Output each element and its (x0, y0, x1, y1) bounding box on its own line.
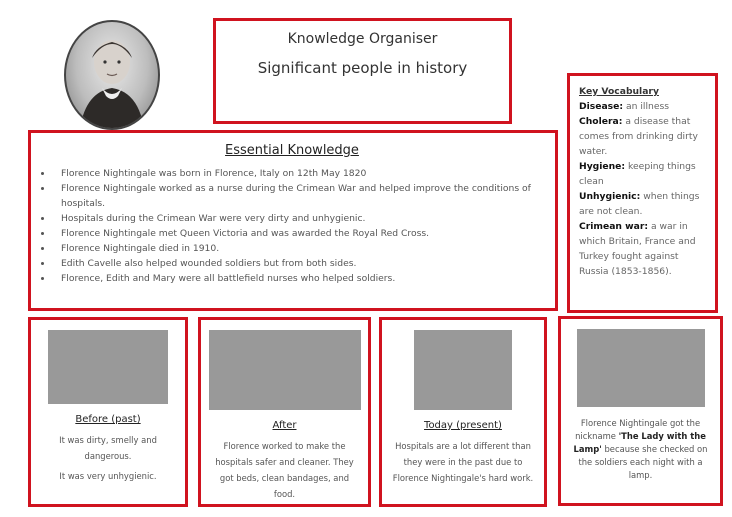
card-text: Florence Nightingale got the nickname 'The Lady with the Lamp' because she checked on the soldiers each night with a lamp. (573, 418, 708, 480)
after-hospital-image (209, 330, 361, 410)
lady-with-lamp-image (577, 329, 705, 407)
card-text: Hospitals are a lot different than they were in the past due to Florence Nightingale's hard work. (392, 441, 534, 483)
card-before (28, 317, 188, 507)
card-caption: Before (past) (75, 414, 141, 425)
vocab-item: Crimean war: a war in which Britain, France and Turkey fought against Russia (1853-1856). (579, 221, 696, 277)
before-hospital-image (48, 330, 168, 404)
list-item: • Hospitals during the Crimean War were very dirty and unhygienic. (53, 211, 543, 226)
title-line-2: Significant people in history (257, 59, 468, 77)
vocab-item: Cholera: a disease that comes from drinking dirty water. (579, 116, 698, 157)
card-after (198, 317, 371, 507)
card-caption: After (272, 420, 297, 431)
nickname: 'The Lady with the Lamp' (573, 431, 706, 454)
card-lady-with-lamp (558, 316, 723, 506)
title-line-1: Knowledge Organiser (287, 31, 438, 47)
essential-list (41, 166, 543, 286)
card-text: Florence worked to make the hospitals safer and cleaner. They got beds, clean bandages, and food. (215, 441, 354, 499)
title-panel (213, 18, 512, 124)
card-text: It was dirty, smelly and dangerous. (59, 435, 157, 461)
portrait-florence-nightingale (64, 20, 160, 130)
vocabulary-heading: Key Vocabulary (579, 86, 659, 97)
card-today (379, 317, 547, 507)
list-item: • Edith Cavelle also helped wounded soldiers but from both sides. (53, 256, 543, 271)
essential-knowledge-panel (28, 130, 558, 311)
vocab-item: Unhygienic: when things are not clean. (579, 191, 700, 217)
card-caption: Today (present) (424, 420, 502, 431)
list-item: • Florence Nightingale met Queen Victoria and was awarded the Royal Red Cross. (53, 226, 543, 241)
key-vocabulary-panel (567, 73, 718, 313)
essential-heading: Essential Knowledge (225, 143, 359, 158)
list-item: • Florence Nightingale died in 1910. (53, 241, 543, 256)
vocab-item: Disease: an illness (579, 101, 670, 112)
card-text: It was very unhygienic. (59, 471, 157, 481)
portrait-illustration (66, 22, 158, 128)
vocab-item: Hygiene: keeping things clean (579, 161, 696, 187)
list-item: • Florence, Edith and Mary were all battlefield nurses who helped soldiers. (53, 271, 543, 286)
list-item: • Florence Nightingale was born in Florence, Italy on 12th May 1820 (53, 166, 543, 181)
today-hospital-image (414, 330, 512, 410)
list-item: • Florence Nightingale worked as a nurse during the Crimean War and helped improve the conditions of hospitals. (53, 181, 543, 211)
